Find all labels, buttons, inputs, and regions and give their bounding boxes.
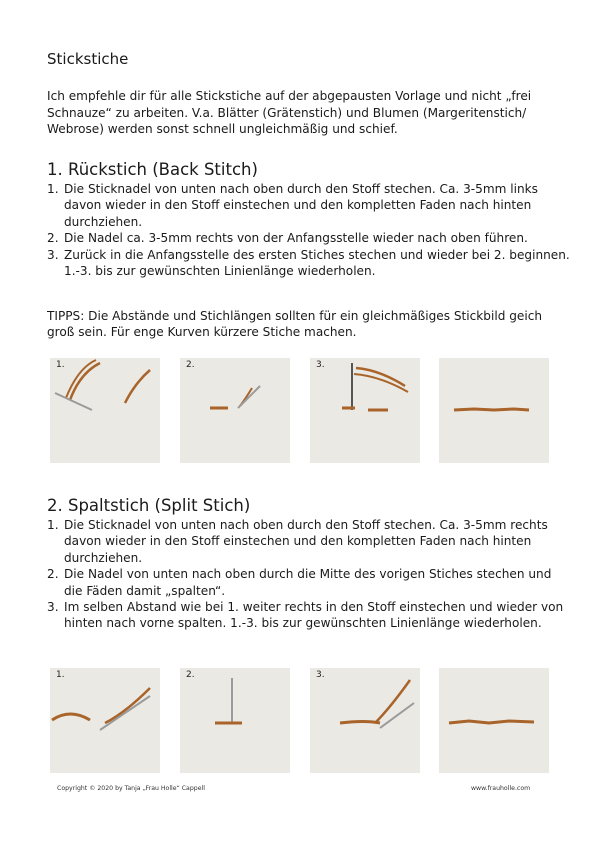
photo-illustration xyxy=(310,668,420,773)
step-item xyxy=(47,247,572,280)
tips-paragraph xyxy=(47,308,572,341)
step-text: Die Nadel ca. 3-5mm rechts von der Anfangsstelle wieder nach oben führen. xyxy=(64,231,528,246)
photo-label: 1. xyxy=(56,360,65,370)
photo-illustration xyxy=(439,358,549,463)
step-number: 2. xyxy=(47,231,59,246)
tips-text: Die Abstände und Stichlängen sollten für ein gleichmäßiges Stickbild geich groß sein. Für enge Kurven kürzere Stiche machen. xyxy=(47,309,543,340)
split-stitch-photo-4 xyxy=(439,668,549,773)
step-item xyxy=(47,230,572,246)
back-stitch-photo-1 xyxy=(50,358,160,463)
tips-label: TIPPS: xyxy=(47,309,85,323)
step-number: 1. xyxy=(47,518,59,532)
step-text: Die Sticknadel von unten nach oben durch den Stoff stechen. Ca. 3-5mm links davon wieder in den Stoff einstechen und den kompletten Faden nach hinten durchziehen. xyxy=(64,182,538,229)
split-stitch-photo-1 xyxy=(50,668,160,773)
photo-label: 2. xyxy=(186,360,195,370)
split-stitch-steps xyxy=(47,517,572,632)
footer-copyright: Copyright © 2020 by Tanja „Frau Holle“ Cappell xyxy=(57,785,205,792)
split-stitch-photo-2 xyxy=(180,668,290,773)
photo-illustration xyxy=(180,358,290,463)
step-text: Die Nadel von unten nach oben durch die Mitte des vorigen Stiches stechen und die Fäden damit „spalten“. xyxy=(64,567,552,598)
photo-illustration xyxy=(50,358,160,463)
step-item xyxy=(47,181,572,230)
section-heading-split-stitch: 2. Spaltstich (Split Stich) xyxy=(47,496,251,515)
photo-label: 3. xyxy=(316,360,325,370)
step-number: 3. xyxy=(47,600,59,615)
step-number: 2. xyxy=(47,567,59,582)
step-item xyxy=(47,599,572,632)
intro-paragraph: Ich empfehle dir für alle Stickstiche auf der abgepausten Vorlage und nicht „frei Schnauze“ zu arbeiten. V.a. Blätter (Grätenstich) und Blumen (Margeritenstich/ Webrose) werden sonst schnell ungleichmäßig und schief. xyxy=(47,89,532,137)
page-title: Stickstiche xyxy=(47,50,129,68)
photo-illustration xyxy=(439,668,549,773)
step-item xyxy=(47,517,572,566)
step-item xyxy=(47,566,572,599)
photo-label: 1. xyxy=(56,670,65,680)
step-number: 3. xyxy=(47,247,59,262)
back-stitch-steps xyxy=(47,181,572,279)
photo-label: 2. xyxy=(186,670,195,680)
footer-url: www.frauholle.com xyxy=(471,785,531,792)
photo-label: 3. xyxy=(316,670,325,680)
section-heading-back-stitch: 1. Rückstich (Back Stitch) xyxy=(47,160,258,179)
back-stitch-photo-4 xyxy=(439,358,549,463)
split-stitch-photo-3 xyxy=(310,668,420,773)
back-stitch-photo-3 xyxy=(310,358,420,463)
step-text: Im selben Abstand wie bei 1. weiter rechts in den Stoff einstechen und wieder von hinten nach vorne spalten. 1.-3. bis zur gewünschten Linienlänge wiederholen. xyxy=(64,600,564,631)
photo-illustration xyxy=(50,668,160,773)
photo-illustration xyxy=(310,358,420,463)
back-stitch-photo-2 xyxy=(180,358,290,463)
photo-illustration xyxy=(180,668,290,773)
step-number: 1. xyxy=(47,182,59,196)
step-text: Die Sticknadel von unten nach oben durch den Stoff stechen. Ca. 3-5mm rechts davon wieder in den Stoff einstechen und den kompletten Faden nach hinten durchziehen. xyxy=(64,518,548,565)
step-text: Zurück in die Anfangsstelle des ersten Stiches stechen und wieder bei 2. beginnen. 1.-3. bis zur gewünschten Linienlänge wiederholen. xyxy=(64,247,570,279)
